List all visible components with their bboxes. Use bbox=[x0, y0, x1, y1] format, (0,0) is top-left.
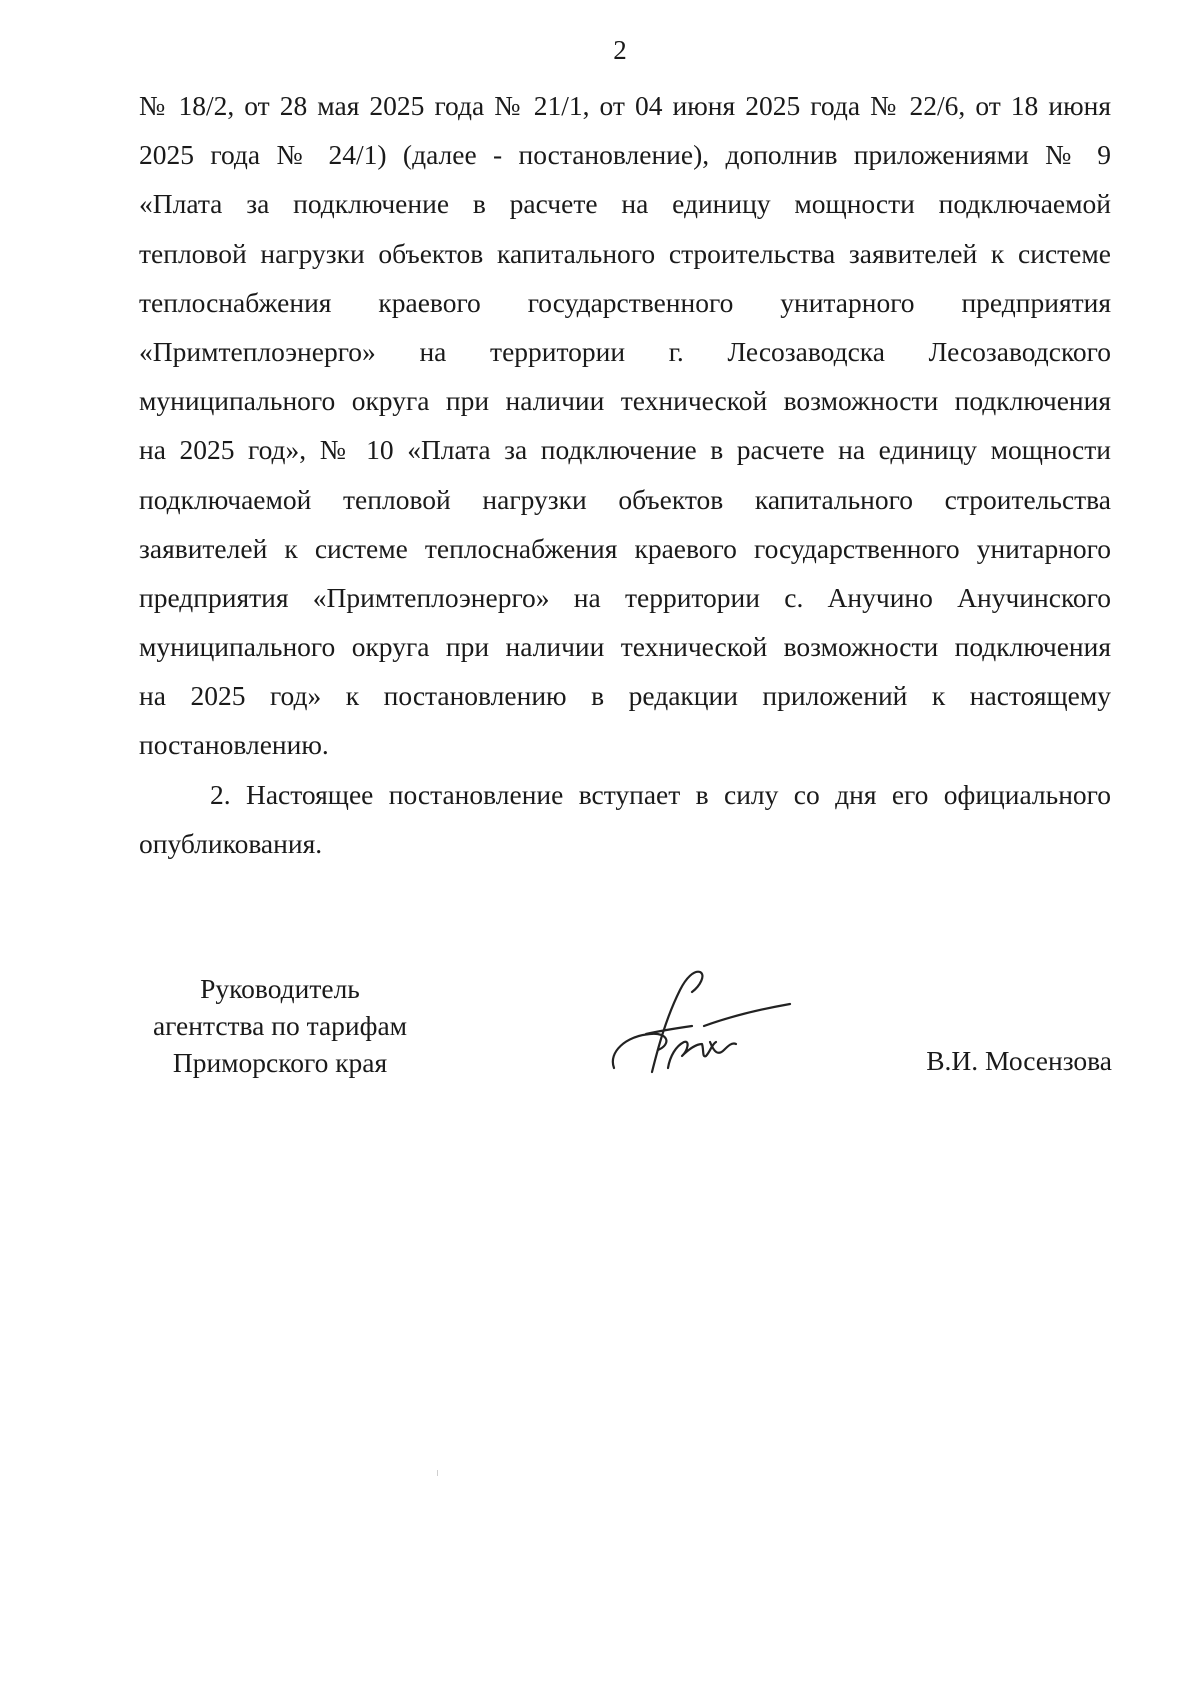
body-line: муниципального округа при наличии технической возможности подключения bbox=[139, 631, 1111, 663]
body-line: тепловой нагрузки объектов капитального строительства заявителей к системе bbox=[139, 237, 1111, 269]
document-body bbox=[139, 81, 1111, 868]
paragraph-2-last-line: опубликования. bbox=[139, 827, 323, 859]
body-line: муниципального округа при наличии технической возможности подключения bbox=[139, 385, 1111, 417]
signer-name: В.И. Мосензова bbox=[926, 1045, 1112, 1076]
signature-block bbox=[0, 960, 1200, 1080]
body-line: предприятия «Примтеплоэнерго» на территории с. Анучино Анучинского bbox=[139, 581, 1111, 613]
body-line: теплоснабжения краевого государственного унитарного предприятия bbox=[139, 286, 1111, 318]
scan-artifact bbox=[437, 1470, 438, 1476]
signer-position-line: Приморского края bbox=[172, 1047, 388, 1078]
body-line: «Плата за подключение в расчете на единицу мощности подключаемой bbox=[139, 188, 1111, 220]
signer-position-line: агентства по тарифам bbox=[152, 1010, 408, 1041]
body-line: № 18/2, от 28 мая 2025 года № 21/1, от 04 июня 2025 года № 22/6, от 18 июня bbox=[139, 90, 1111, 121]
body-line: на 2025 год», № 10 «Плата за подключение в расчете на единицу мощности bbox=[139, 434, 1111, 466]
body-line: подключаемой тепловой нагрузки объектов капитального строительства bbox=[139, 483, 1111, 515]
signer-position bbox=[120, 970, 440, 1081]
body-line: «Примтеплоэнерго» на территории г. Лесозаводска Лесозаводского bbox=[139, 335, 1111, 367]
page-number: 2 bbox=[613, 35, 627, 65]
body-line: заявителей к системе теплоснабжения краевого государственного унитарного bbox=[139, 532, 1111, 564]
handwritten-signature bbox=[606, 960, 796, 1080]
paragraph-2-first-line: 2. Настоящее постановление вступает в силу со дня его официального bbox=[210, 778, 1111, 810]
body-line: на 2025 год» к постановлению в редакции приложений к настоящему bbox=[139, 680, 1111, 712]
body-line: 2025 года № 24/1) (далее - постановление), дополнив приложениями № 9 bbox=[139, 139, 1111, 171]
signer-position-line: Руководитель bbox=[200, 973, 360, 1004]
body-line: постановлению. bbox=[139, 729, 329, 761]
